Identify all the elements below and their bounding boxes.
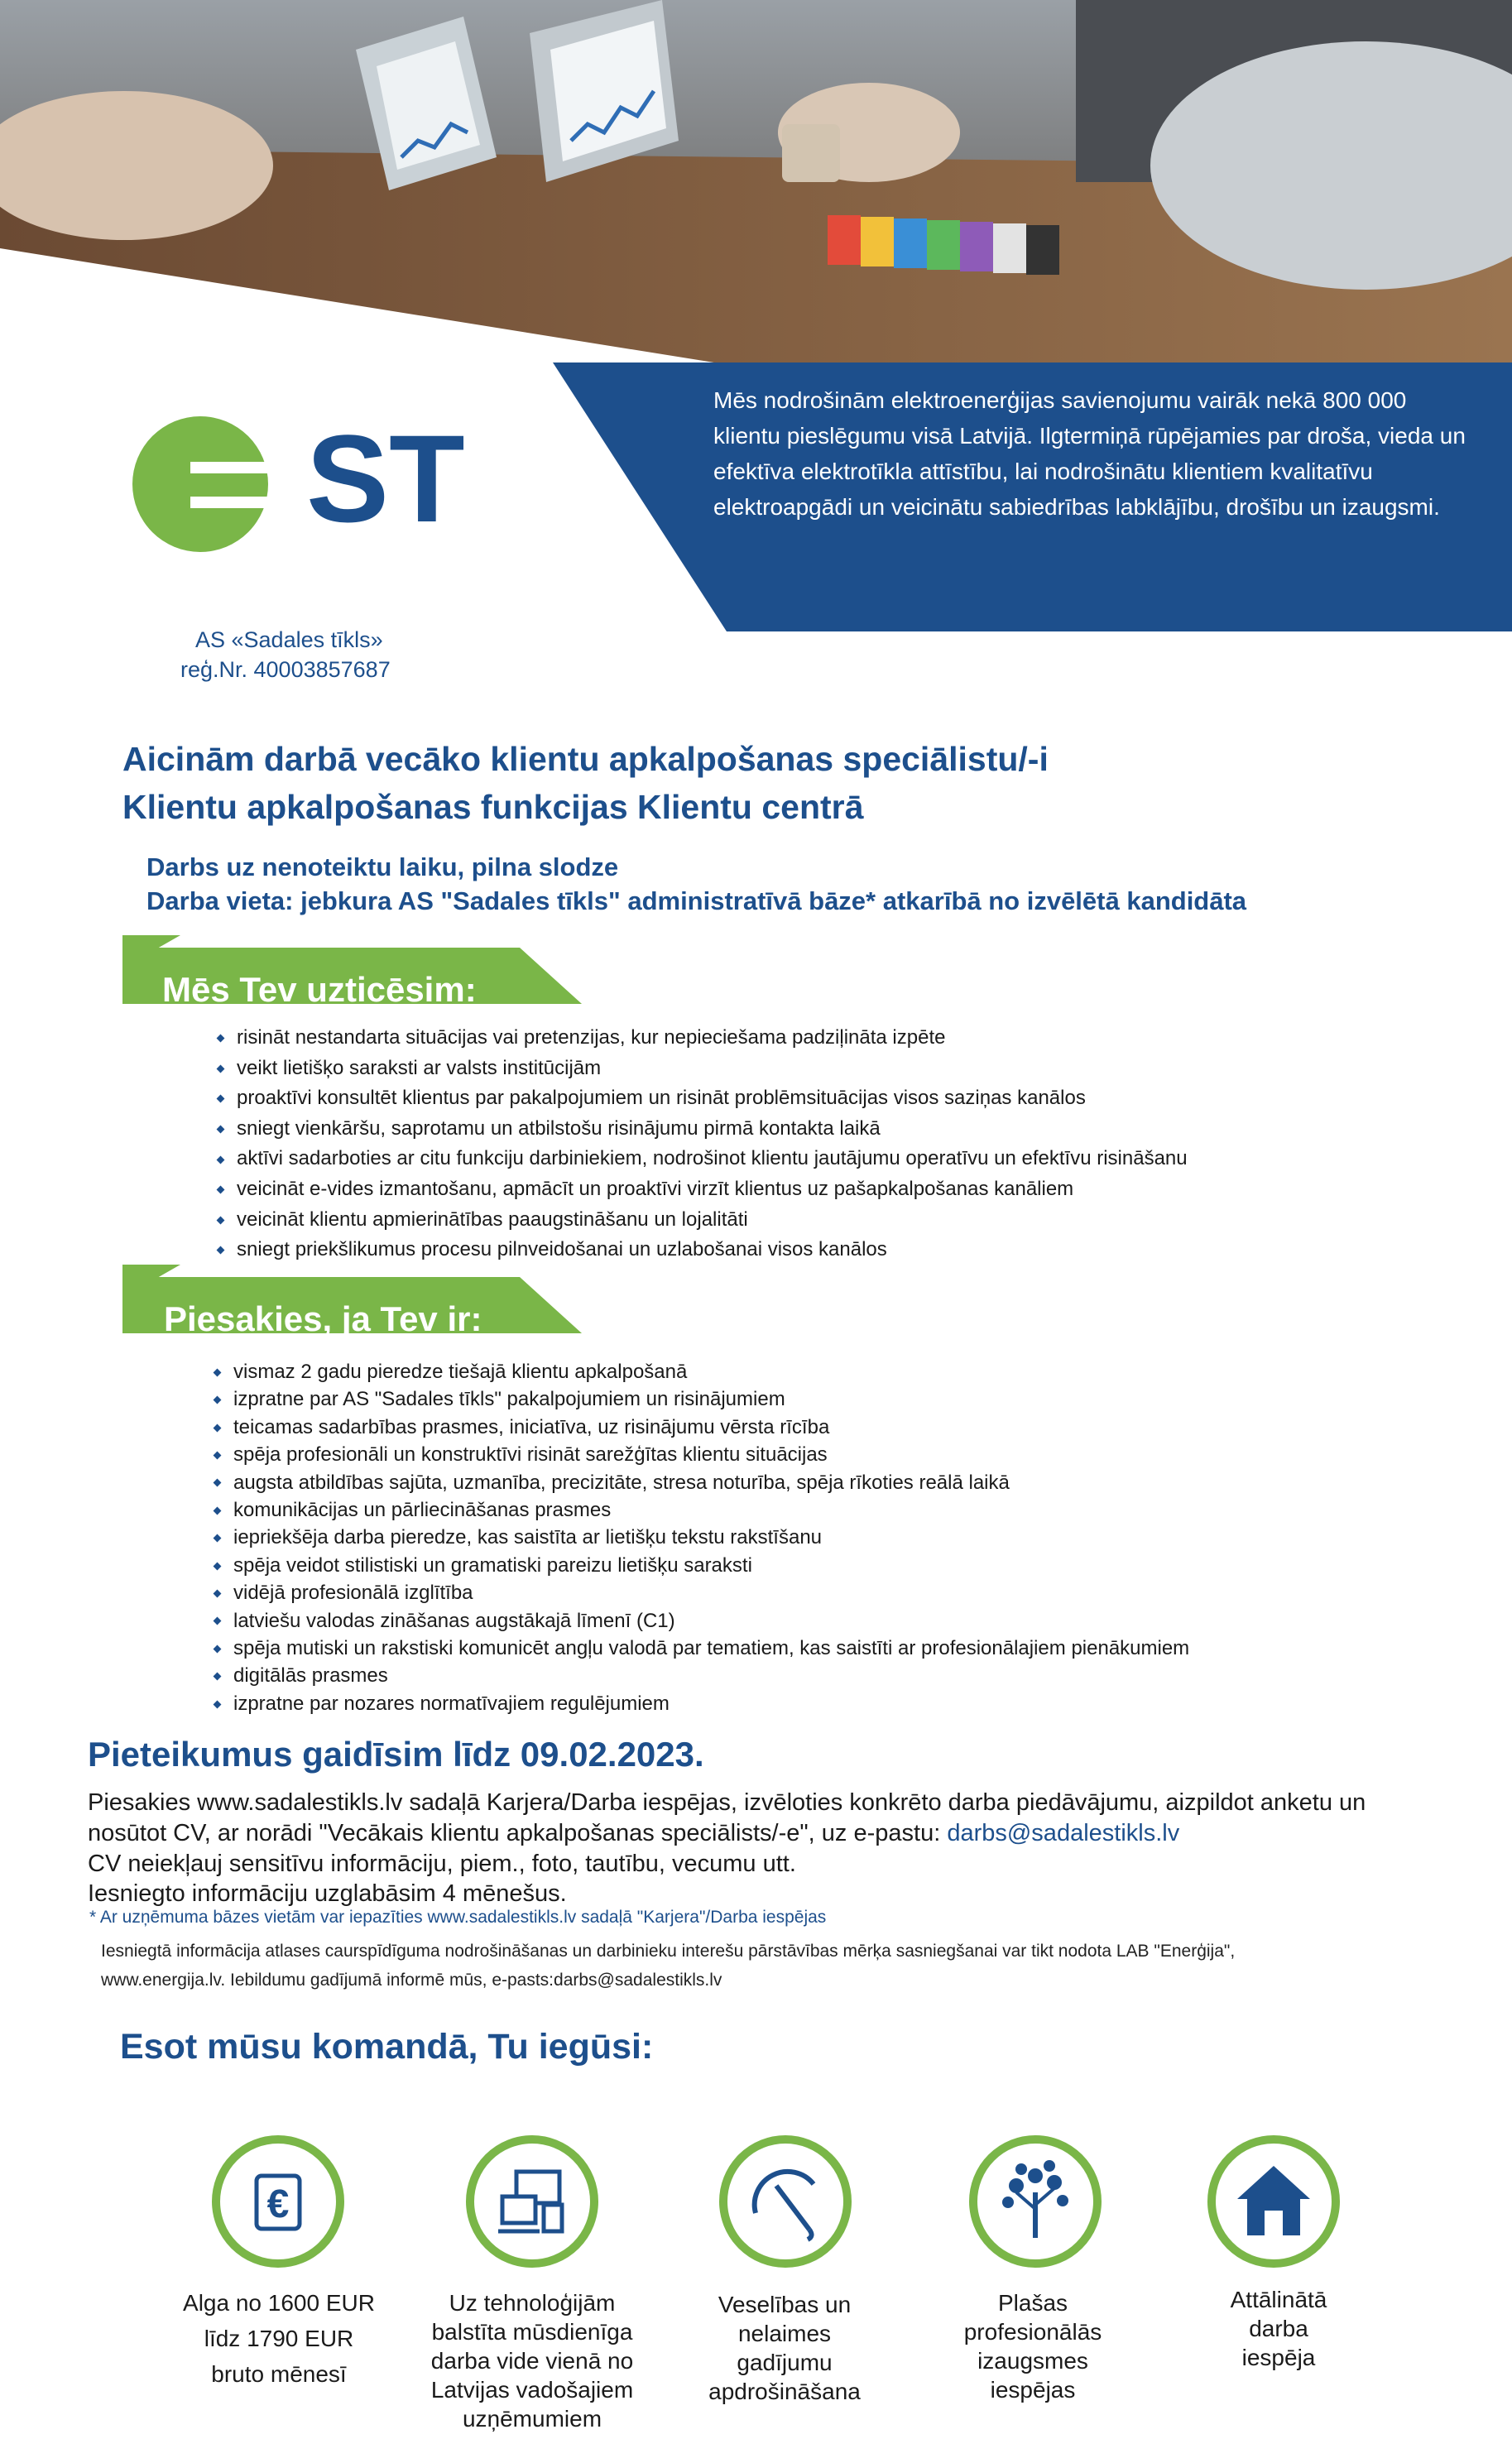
apply-line-2: nosūtot CV, ar norādi "Vecākais klientu apkalpošanas speciālists/-e", uz e-pastu: darbs@sadalestikls.lv bbox=[88, 1820, 1180, 1846]
job-title-line2: Klientu apkalpošanas funkcijas Klientu centrā bbox=[122, 788, 864, 826]
job-title-line1: Aicinām darbā vecāko klientu apkalpošanas speciālistu/-i bbox=[122, 740, 1049, 778]
company-reg-number: reģ.Nr. 40003857687 bbox=[180, 657, 391, 682]
duty-item: sniegt priekšlikumus procesu pilnveidošanai un uzlabošanai visos kanālos bbox=[237, 1235, 1188, 1265]
requirement-item: digitālās prasmes bbox=[233, 1662, 1189, 1689]
duties-heading: Mēs Tev uzticēsim: bbox=[162, 970, 477, 1009]
email-link[interactable]: darbs@sadalestikls.lv bbox=[947, 1820, 1180, 1846]
requirement-item: spēja veidot stilistiski un gramatiski pareizu lietišķu saraksti bbox=[233, 1552, 1189, 1579]
duty-item: risināt nestandarta situācijas vai pretenzijas, kur nepieciešama padziļināta izpēte bbox=[237, 1023, 1188, 1054]
requirement-item: vidējā profesionālā izglītība bbox=[233, 1579, 1189, 1606]
benefit-remote-text: Attālinātā darba iespēja bbox=[1230, 2287, 1327, 2370]
euro-icon bbox=[211, 2134, 345, 2269]
job-subtitle-line2: Darba vieta: jebkura AS "Sadales tīkls" administratīvā bāze* atkarībā no izvēlētā kandidāta bbox=[146, 886, 1247, 915]
requirement-item: augsta atbildības sajūta, uzmanība, precizitāte, stresa noturība, spēja rīkoties reālā laikā bbox=[233, 1469, 1189, 1496]
benefit-insurance-text: Veselības un nelaimes gadījumu apdrošināšana bbox=[708, 2292, 861, 2404]
duty-item: proaktīvi konsultēt klientus par pakalpojumiem un risināt problēmsituācijas visos saziņas kanālos bbox=[237, 1083, 1188, 1114]
growth-tree-icon bbox=[968, 2134, 1102, 2269]
duties-list bbox=[237, 1023, 1188, 1265]
svg-text:ST: ST bbox=[306, 414, 463, 548]
duty-item: aktīvi sadarboties ar citu funkciju darbiniekiem, nodrošinot klientu jautājumu operatīvu un efektīvu risināšanu bbox=[237, 1144, 1188, 1174]
benefits-heading: Esot mūsu komandā, Tu iegūsi: bbox=[120, 2027, 654, 2067]
privacy-line-2: www.energija.lv. Iebildumu gadījumā informē mūs, e-pasts:darbs@sadalestikls.lv bbox=[101, 1971, 722, 1990]
duty-item: sniegt vienkāršu, saprotamu un atbilstošu risinājumu pirmā kontakta laikā bbox=[237, 1114, 1188, 1145]
devices-icon bbox=[465, 2134, 599, 2269]
duty-item: veicināt klientu apmierinātības paaugstināšanu un lojalitāti bbox=[237, 1205, 1188, 1236]
company-name: AS «Sadales tīkls» bbox=[195, 627, 383, 652]
hero-photo bbox=[0, 0, 1512, 381]
house-icon bbox=[1207, 2134, 1341, 2269]
requirement-item: spēja profesionāli un konstruktīvi risināt sarežģītas klientu situācijas bbox=[233, 1441, 1189, 1468]
requirement-item: izpratne par AS "Sadales tīkls" pakalpojumiem un risinājumiem bbox=[233, 1385, 1189, 1413]
requirement-item: spēja mutiski un rakstiski komunicēt angļu valodā par tematiem, kas saistīti ar profesionālajiem pienākumiem bbox=[233, 1635, 1189, 1662]
requirement-item: iepriekšēja darba pieredze, kas saistīta ar lietišķu tekstu rakstīšanu bbox=[233, 1524, 1189, 1551]
svg-text:€: € bbox=[266, 2182, 290, 2226]
requirement-item: komunikācijas un pārliecināšanas prasmes bbox=[233, 1496, 1189, 1524]
benefit-growth-text: Plašas profesionālās izaugsmes iespējas bbox=[963, 2290, 1102, 2403]
application-deadline: Pieteikumus gaidīsim līdz 09.02.2023. bbox=[88, 1735, 704, 1774]
apply-line-3: CV neiekļauj sensitīvu informāciju, piem., foto, tautību, vecumu utt. bbox=[88, 1851, 796, 1877]
duty-item: veikt lietišķo saraksti ar valsts institūcijām bbox=[237, 1054, 1188, 1084]
apply-line-1: Piesakies www.sadalestikls.lv sadaļā Karjera/Darba iespējas, izvēloties konkrēto darba piedāvājumu, aizpildot anketu un bbox=[88, 1789, 1366, 1816]
requirement-item: latviešu valodas zināšanas augstākajā līmenī (C1) bbox=[233, 1607, 1189, 1635]
requirement-item: teicamas sadarbības prasmes, iniciatīva, uz risinājumu vērsta rīcība bbox=[233, 1414, 1189, 1441]
requirement-item: vismaz 2 gadu pieredze tiešajā klientu apkalpošanā bbox=[233, 1358, 1189, 1385]
company-logo bbox=[132, 414, 463, 555]
requirements-list bbox=[233, 1358, 1189, 1717]
footnote: * Ar uzņēmuma bāzes vietām var iepazīties www.sadalestikls.lv sadaļā "Karjera"/Darba iespējas bbox=[89, 1908, 827, 1927]
apply-line-4: Iesniegto informāciju uzglabāsim 4 mēnešus. bbox=[88, 1880, 567, 1907]
intro-text: Mēs nodrošinām elektroenerģijas savienojumu vairāk nekā 800 000 klientu pieslēgumu visā Latvijā. Ilgtermiņā rūpējamies par droša, vieda un efektīva elektrotīkla attīstību, lai nodrošinātu klientiem kvalitatīvu elektroapgādi un veicinātu sabiedrības labklājību, drošību un izaugsmi. bbox=[713, 387, 1466, 520]
benefit-workplace-text: Uz tehnoloģijām balstīta mūsdienīga darba vide vienā no Latvijas vadošajiem uzņēmumiem bbox=[430, 2290, 634, 2432]
job-subtitle-line1: Darbs uz nenoteiktu laiku, pilna slodze bbox=[146, 852, 619, 881]
duty-item: veicināt e-vides izmantošanu, apmācīt un proaktīvi virzīt klientus uz pašapkalpošanas kanāliem bbox=[237, 1174, 1188, 1205]
requirement-item: izpratne par nozares normatīvajiem regulējumiem bbox=[233, 1690, 1189, 1717]
umbrella-icon bbox=[718, 2134, 852, 2269]
benefit-salary-text: Alga no 1600 EUR līdz 1790 EUR bruto mēnesī bbox=[183, 2290, 375, 2387]
privacy-line-1: Iesniegtā informācija atlases caurspīdīguma nodrošināšanas un darbinieku interešu pārstāvības mērķa sasniegšanai var tikt nodota LAB "Enerģija", bbox=[101, 1942, 1236, 1961]
requirements-heading: Piesakies, ja Tev ir: bbox=[164, 1299, 482, 1338]
